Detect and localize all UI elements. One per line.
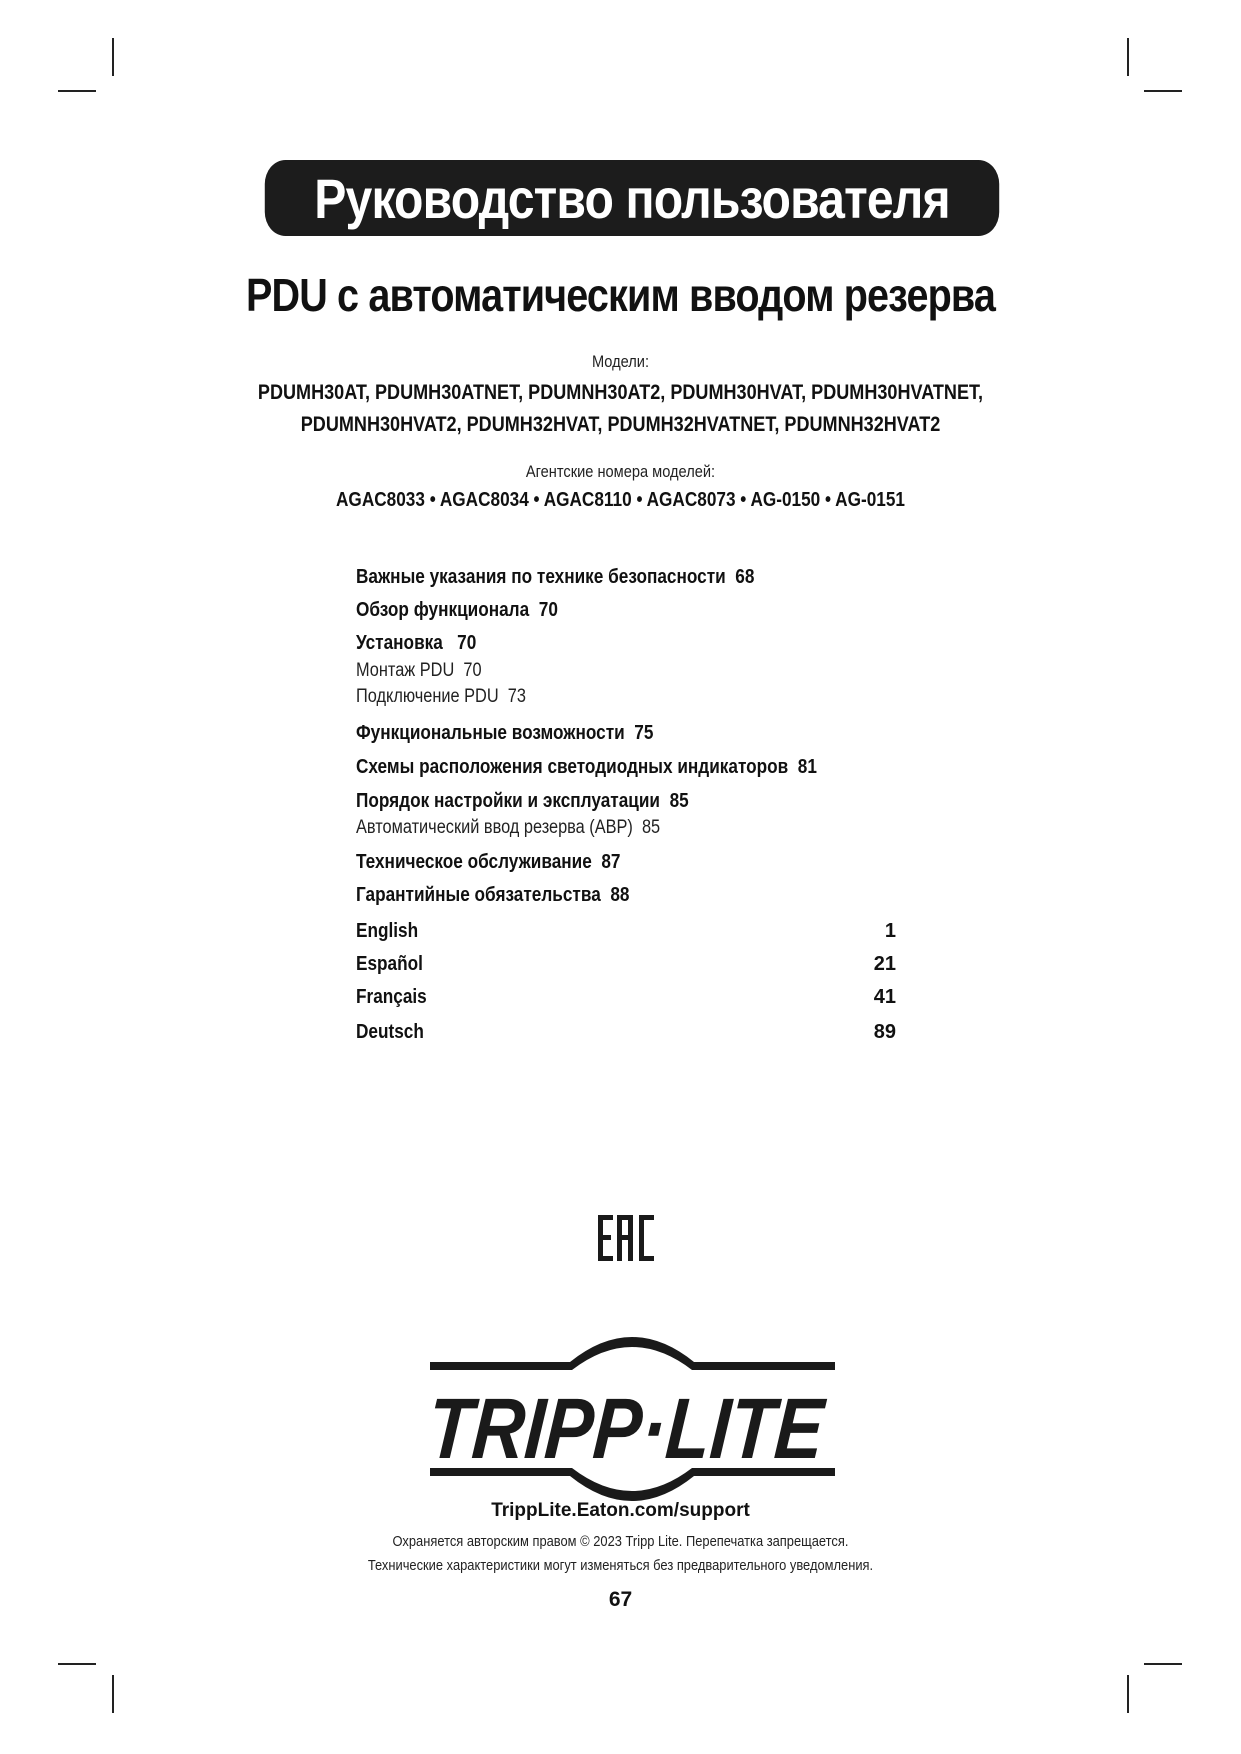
language-name: Deutsch <box>356 1021 424 1043</box>
toc-item-maintenance[interactable] <box>356 851 621 874</box>
toc-title: Функциональные возможности <box>356 722 625 744</box>
copyright-notice: Охраняется авторским правом © 2023 Tripp Lite. Перепечатка запрещается. <box>392 1533 849 1550</box>
models-line-1: PDUMH30AT, PDUMH30ATNET, PDUMNH30AT2, PDUMH30HVAT, PDUMH30HVATNET, <box>257 381 984 404</box>
crop-mark-top-right-vertical <box>1127 38 1129 76</box>
toc-page: 70 <box>463 660 482 681</box>
toc-page: 87 <box>601 851 621 873</box>
toc-title: Обзор функционала <box>356 599 530 621</box>
title-banner: Руководство пользователя <box>265 160 999 236</box>
crop-mark-bottom-right-vertical <box>1127 1675 1129 1713</box>
crop-mark-top-left-horizontal <box>58 90 96 92</box>
toc-title: Гарантийные обязательства <box>356 884 601 906</box>
crop-mark-top-left-vertical <box>112 38 114 76</box>
toc-title: Установка <box>356 632 443 654</box>
toc-item-features[interactable] <box>356 722 653 745</box>
tripp-lite-logo <box>424 1340 900 1500</box>
agency-label: Агентские номера моделей: <box>525 462 716 481</box>
document-subtitle: PDU с автоматическим вводом резерва <box>245 269 996 321</box>
toc-item-mounting[interactable] <box>356 660 482 682</box>
language-page: 89 <box>873 1021 896 1043</box>
toc-title: Порядок настройки и эксплуатации <box>356 790 660 812</box>
models-line-2: PDUMNH30HVAT2, PDUMH32HVAT, PDUMH32HVATNET, PDUMNH32HVAT2 <box>300 413 941 436</box>
toc-item-warranty[interactable] <box>356 884 629 907</box>
specs-notice: Технические характеристики могут изменяться без предварительного уведомления. <box>367 1557 874 1574</box>
toc-title: Важные указания по технике безопасности <box>356 566 726 588</box>
toc-title: Техническое обслуживание <box>356 851 592 873</box>
language-name: Français <box>356 986 427 1008</box>
toc-item-installation[interactable] <box>356 632 476 655</box>
toc-title: Автоматический ввод резерва (АВР) <box>356 817 633 838</box>
svg-text:TRIPP·LITE: TRIPP·LITE <box>424 1381 900 1477</box>
toc-page: 88 <box>610 884 630 906</box>
toc-page: 85 <box>641 817 661 838</box>
toc-item-configuration[interactable] <box>356 790 689 813</box>
language-page: 1 <box>884 920 896 942</box>
toc-item-overview[interactable] <box>356 599 558 622</box>
toc-page: 70 <box>457 632 477 654</box>
toc-page: 70 <box>538 599 558 621</box>
page-number: 67 <box>608 1588 633 1611</box>
toc-title: Монтаж PDU <box>356 660 455 681</box>
language-page: 21 <box>873 953 896 975</box>
toc-title: Схемы расположения светодиодных индикаторов <box>356 756 789 778</box>
toc-item-led-diagrams[interactable] <box>356 756 817 779</box>
toc-item-safety[interactable] <box>356 566 754 589</box>
crop-mark-bottom-left-vertical <box>112 1675 114 1713</box>
crop-mark-top-right-horizontal <box>1144 90 1182 92</box>
toc-page: 73 <box>507 686 526 707</box>
toc-page: 68 <box>735 566 755 588</box>
language-name: English <box>356 920 419 942</box>
crop-mark-bottom-left-horizontal <box>58 1663 96 1665</box>
language-page: 41 <box>873 986 896 1008</box>
toc-title: Подключение PDU <box>356 686 499 707</box>
crop-mark-bottom-right-horizontal <box>1144 1663 1182 1665</box>
eac-mark-icon <box>598 1215 654 1261</box>
language-name: Español <box>356 953 423 975</box>
toc-page: 75 <box>634 722 654 744</box>
models-label: Модели: <box>591 352 650 371</box>
toc-page: 81 <box>797 756 817 778</box>
toc-item-connection[interactable] <box>356 686 526 708</box>
support-url[interactable]: TrippLite.Eaton.com/support <box>491 1500 750 1521</box>
toc-item-ats[interactable] <box>356 817 660 839</box>
toc-page: 85 <box>669 790 689 812</box>
agency-numbers: AGAC8033 • AGAC8034 • AGAC8110 • AGAC8073 • AG-0150 • AG-0151 <box>336 489 905 511</box>
